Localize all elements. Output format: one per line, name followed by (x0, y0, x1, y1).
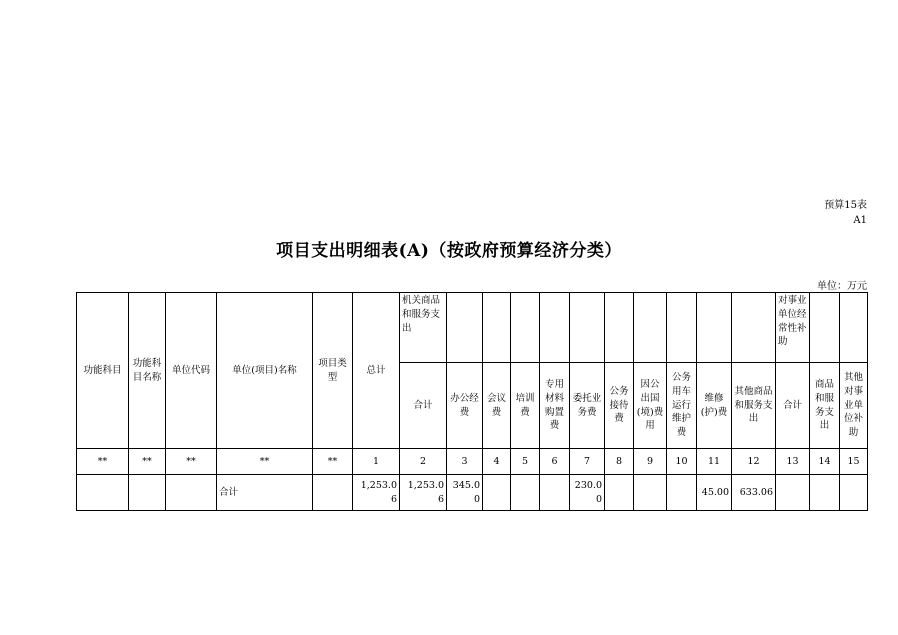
code-cell-12: 8 (605, 449, 634, 475)
code-cell-6: 2 (400, 449, 447, 475)
header-sub-office-4: 专用材料购置费 (540, 363, 570, 449)
data-cell-13 (634, 475, 667, 511)
data-cell-5: 1,253.06 (353, 475, 400, 511)
form-code: A1 (853, 215, 867, 226)
header-sub-subsidy-1: 商品和服务支出 (810, 363, 840, 449)
data-cell-16: 633.06 (732, 475, 776, 511)
code-cell-10: 6 (540, 449, 570, 475)
header-sub-office-8: 公务用车运行维护费 (667, 363, 697, 449)
data-cell-2 (166, 475, 217, 511)
data-cell-4 (313, 475, 353, 511)
header-sub-subsidy-0: 合计 (776, 363, 810, 449)
data-cell-17 (776, 475, 810, 511)
header-group-office-goods-services: 机关商品和服务支出 (400, 293, 447, 363)
data-cell-15: 45.00 (697, 475, 732, 511)
code-cell-1: ** (129, 449, 166, 475)
data-cell-6: 1,253.06 (400, 475, 447, 511)
header-sub-office-5: 委托业务费 (570, 363, 605, 449)
code-cell-16: 12 (732, 449, 776, 475)
form-number: 预算15表 (824, 200, 867, 211)
code-cell-18: 14 (810, 449, 840, 475)
header-sub-office-6: 公务接待费 (605, 363, 634, 449)
data-cell-12 (605, 475, 634, 511)
header-sub-office-1: 办公经费 (447, 363, 483, 449)
header-sub-office-2: 会议费 (483, 363, 511, 449)
header-sub-office-10: 其他商品和服务支出 (732, 363, 776, 449)
data-cell-3: 合计 (217, 475, 313, 511)
header-sub-subsidy-2: 其他对事业单位补助 (840, 363, 868, 449)
header-sub-office-0: 合计 (400, 363, 447, 449)
header-unit-project-name: 单位(项目)名称 (217, 293, 313, 449)
code-cell-7: 3 (447, 449, 483, 475)
code-cell-8: 4 (483, 449, 511, 475)
code-cell-5: 1 (353, 449, 400, 475)
code-cell-19: 15 (840, 449, 868, 475)
data-cell-14 (667, 475, 697, 511)
data-cell-7: 345.00 (447, 475, 483, 511)
data-cell-18 (810, 475, 840, 511)
header-func-subject: 功能科目 (77, 293, 129, 449)
expenditure-table (76, 292, 868, 511)
code-cell-17: 13 (776, 449, 810, 475)
code-cell-4: ** (313, 449, 353, 475)
code-cell-14: 10 (667, 449, 697, 475)
header-group-subsidy: 对事业单位经常性补助 (776, 293, 810, 363)
unit-label: 单位：万元 (817, 281, 867, 292)
data-cell-11: 230.00 (570, 475, 605, 511)
data-cell-0 (77, 475, 129, 511)
data-cell-8 (483, 475, 511, 511)
header-func-subject-name: 功能科目名称 (129, 293, 166, 449)
code-cell-13: 9 (634, 449, 667, 475)
header-sub-office-3: 培训费 (511, 363, 540, 449)
data-cell-9 (511, 475, 540, 511)
header-sub-office-7: 因公出国(境)费用 (634, 363, 667, 449)
code-cell-9: 5 (511, 449, 540, 475)
data-cell-1 (129, 475, 166, 511)
page-title: 项目支出明细表(A)（按政府预算经济分类） (276, 241, 622, 261)
header-project-type: 项目类型 (313, 293, 353, 449)
data-cell-19 (840, 475, 868, 511)
code-cell-2: ** (166, 449, 217, 475)
code-cell-11: 7 (570, 449, 605, 475)
code-cell-0: ** (77, 449, 129, 475)
header-total: 总计 (353, 293, 400, 449)
data-cell-10 (540, 475, 570, 511)
code-cell-15: 11 (697, 449, 732, 475)
header-sub-office-9: 维修(护)费 (697, 363, 732, 449)
header-unit-code: 单位代码 (166, 293, 217, 449)
code-cell-3: ** (217, 449, 313, 475)
